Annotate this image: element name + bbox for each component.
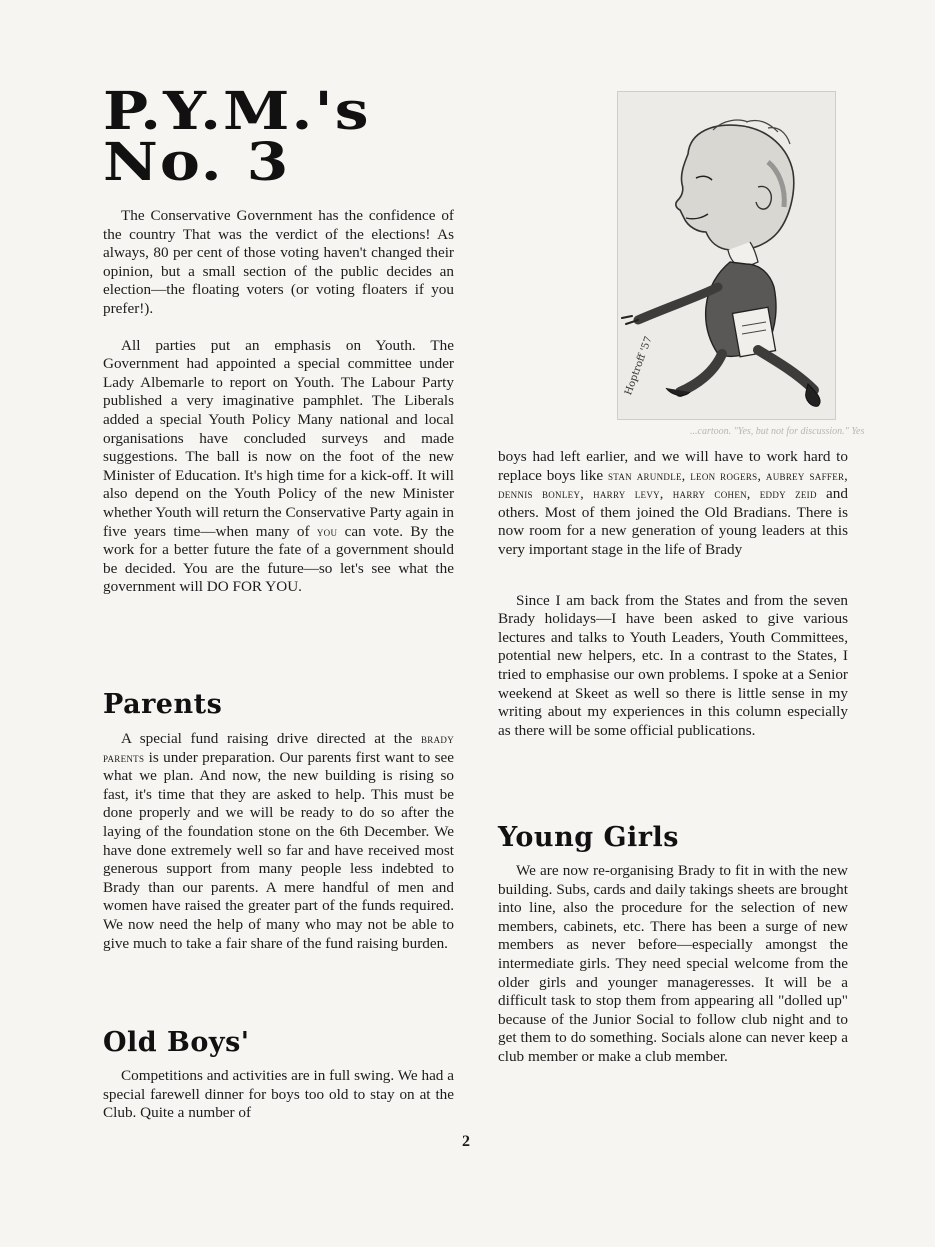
parents-heading: Parents	[103, 689, 223, 720]
young-girls-column	[498, 862, 848, 1067]
young-girls-paragraph: We are now re-organising Brady to fit in with the new building. Subs, cards and daily takings sheets are brought into line, also the procedure for the selection of new members, cabinets, etc. There has been a surge of new members as never before—especially amongst the intermediate girls. They need special welcome from the older girls and younger manageresses. It will be a difficult task to stop them from appearing all "dolled up" because of the Junior Social to follow club night and to get them to do something. Socials alone can never keep a club member or make a club member.	[498, 862, 848, 1065]
title-line-1: P.Y.M.'s	[103, 80, 371, 143]
boys-names-smallcaps: stan arundle, leon rogers, aubrey saffer, dennis bonley, harry levy, harry cohen, eddy zeid	[498, 467, 848, 502]
intro-paragraph-2: All parties put an emphasis on Youth. The Government had appointed a special committee under Lady Albemarle to report on Youth. The Labour Party published a very imaginative pamphlet. The Liberals added a special Youth Policy Many national and local organisations have concluded surveys and made suggestions. The ball is now on the foot of the new Minister of Education. It's high time for a kick-off. It will also depend on the Youth Policy of the new Minister whether Youth will return the Conservative Party again in five years time—when many of you can vote. By the work for a better future the fate of a government should be decided. You are the future—so let's see what the government will DO FOR YOU.	[103, 336, 454, 596]
page-number: 2	[462, 1133, 470, 1150]
page-title	[103, 80, 371, 194]
artist-signature: Hoptroff '57	[623, 335, 655, 397]
intro-column	[103, 207, 454, 597]
young-girls-heading: Young Girls	[498, 822, 679, 853]
cartoon-caption: ...cartoon. "Yes, but not for discussion." Yes	[690, 426, 865, 437]
title-line-2: No. 3	[103, 131, 291, 194]
old-boys-column	[103, 1067, 454, 1123]
intro-paragraph-1: The Conservative Government has the confidence of the country That was the verdict of the elections! As always, 80 per cent of those voting haven't changed their opinion, but a small section of the public decides an election—the floating voters (or voting floaters if you prefer!).	[103, 207, 454, 317]
right-column-continuation	[498, 448, 848, 740]
brady-parents-smallcaps: brady parents	[103, 731, 454, 765]
old-boys-heading: Old Boys'	[103, 1027, 250, 1058]
old-boys-paragraph: Competitions and activities are in full swing. We had a special farewell dinner for boys too old to stay on at the Club. Quite a number of	[103, 1067, 454, 1122]
parents-column	[103, 730, 454, 953]
you-smallcaps: you	[316, 523, 338, 539]
parents-paragraph: A special fund raising drive directed at the brady parents is under preparation. Our parents first want to see what we plan. And now, the new building is rising so fast, it's time that they are asked to help. This must be done properly and we will be ready to do so after the laying of the foundation stone on the 6th December. We have done extremely well so far and have received most generous support from many people less indebted to Brady than our parents. A mere handful of men and women have raised the greater part of the funds required. We now need the help of many who may not be able to give much to take a fair share of the fund raising burden.	[103, 730, 454, 952]
caricature-drawing	[618, 92, 835, 419]
right-paragraph-1: boys had left earlier, and we will have to work hard to replace boys like stan arundle, leon rogers, aubrey saffer, dennis bonley, harry levy, harry cohen, eddy zeid and others. Most of them joined the Old Bradians. There is now room for a new generation of young leaders at this very important stage in the life of Brady	[498, 448, 848, 558]
right-paragraph-2: Since I am back from the States and from the seven Brady holidays—I have been asked to give various lectures and talks to Youth Leaders, Youth Committees, potential new helpers, etc. In a contrast to the States, I tried to emphasise our own problems. I spoke at a Senior weekend at Skeet as well so there is little sense in my writing about my experiences in this column especially as there will be some official publications.	[498, 591, 848, 739]
caricature-illustration	[617, 91, 836, 420]
